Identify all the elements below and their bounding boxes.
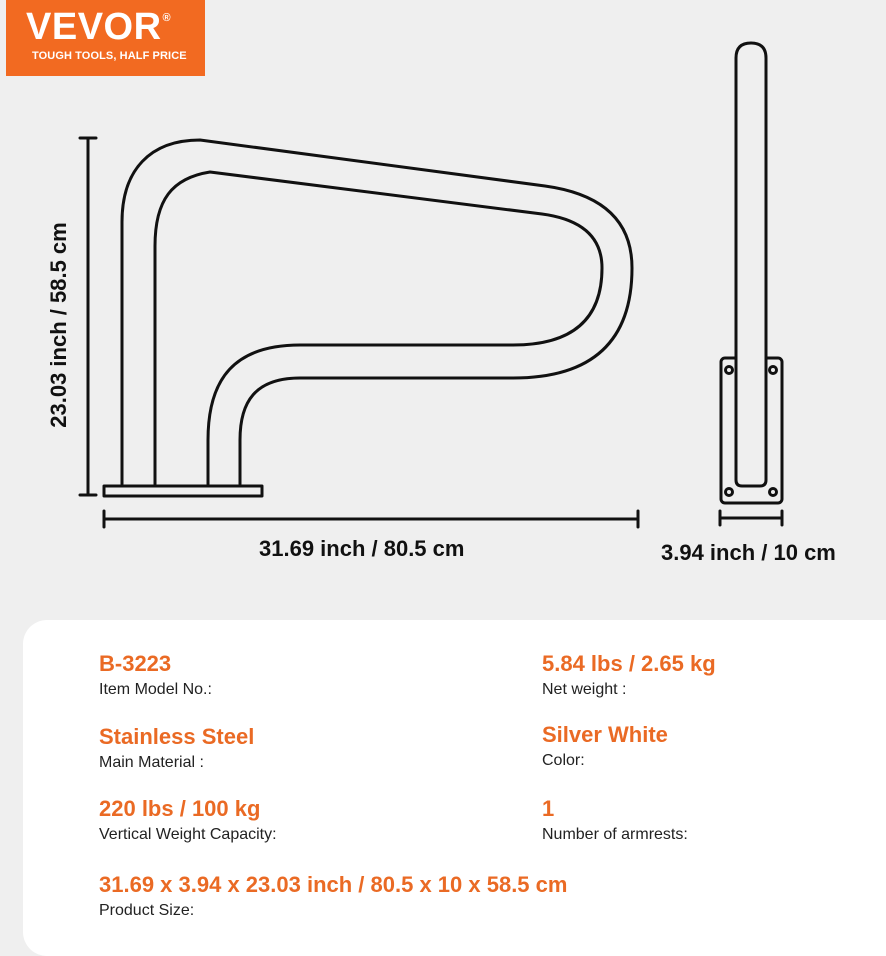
logo-brand: VEVOR bbox=[26, 6, 162, 48]
specifications-card bbox=[23, 620, 886, 956]
spec-armrests-value: 1 bbox=[542, 796, 555, 821]
bolt-hole bbox=[770, 489, 777, 496]
spec-size bbox=[99, 872, 567, 921]
front-rail-tube bbox=[736, 43, 766, 486]
depth-dimension-line bbox=[720, 511, 782, 525]
spec-weight-label: Net weight : bbox=[542, 681, 627, 698]
height-dimension-label: 23.03 inch / 58.5 cm bbox=[46, 222, 71, 428]
spec-color bbox=[542, 722, 668, 771]
height-dimension-line bbox=[80, 138, 96, 495]
spec-capacity bbox=[99, 796, 277, 845]
spec-color-value: Silver White bbox=[542, 722, 668, 747]
logo-registered-mark: ® bbox=[162, 12, 172, 24]
bolt-hole bbox=[726, 367, 733, 374]
logo-tagline: TOUGH TOOLS, HALF PRICE bbox=[32, 50, 187, 62]
spec-size-value: 31.69 x 3.94 x 23.03 inch / 80.5 x 10 x 58.5 cm bbox=[99, 872, 568, 897]
spec-model bbox=[99, 651, 212, 700]
spec-armrests bbox=[542, 796, 688, 845]
base-plate bbox=[104, 486, 262, 496]
bolt-hole bbox=[726, 489, 733, 496]
spec-capacity-label: Vertical Weight Capacity: bbox=[99, 826, 277, 843]
spec-color-label: Color: bbox=[542, 752, 585, 769]
spec-material-label: Main Material : bbox=[99, 754, 204, 771]
spec-weight-value: 5.84 lbs / 2.65 kg bbox=[542, 651, 716, 676]
depth-dimension-label: 3.94 inch / 10 cm bbox=[661, 540, 836, 565]
spec-armrests-label: Number of armrests: bbox=[542, 826, 688, 843]
spec-size-label: Product Size: bbox=[99, 902, 195, 919]
bolt-hole bbox=[770, 367, 777, 374]
spec-weight bbox=[542, 651, 716, 700]
spec-model-label: Item Model No.: bbox=[99, 681, 212, 698]
rail-inner-outline bbox=[155, 172, 602, 484]
width-dimension-line bbox=[104, 511, 638, 527]
spec-material-value: Stainless Steel bbox=[99, 724, 255, 749]
width-dimension-label: 31.69 inch / 80.5 cm bbox=[259, 536, 465, 561]
rail-outer-outline bbox=[122, 140, 632, 484]
spec-material bbox=[99, 724, 254, 773]
spec-capacity-value: 220 lbs / 100 kg bbox=[99, 796, 261, 821]
spec-model-value: B-3223 bbox=[99, 651, 172, 676]
